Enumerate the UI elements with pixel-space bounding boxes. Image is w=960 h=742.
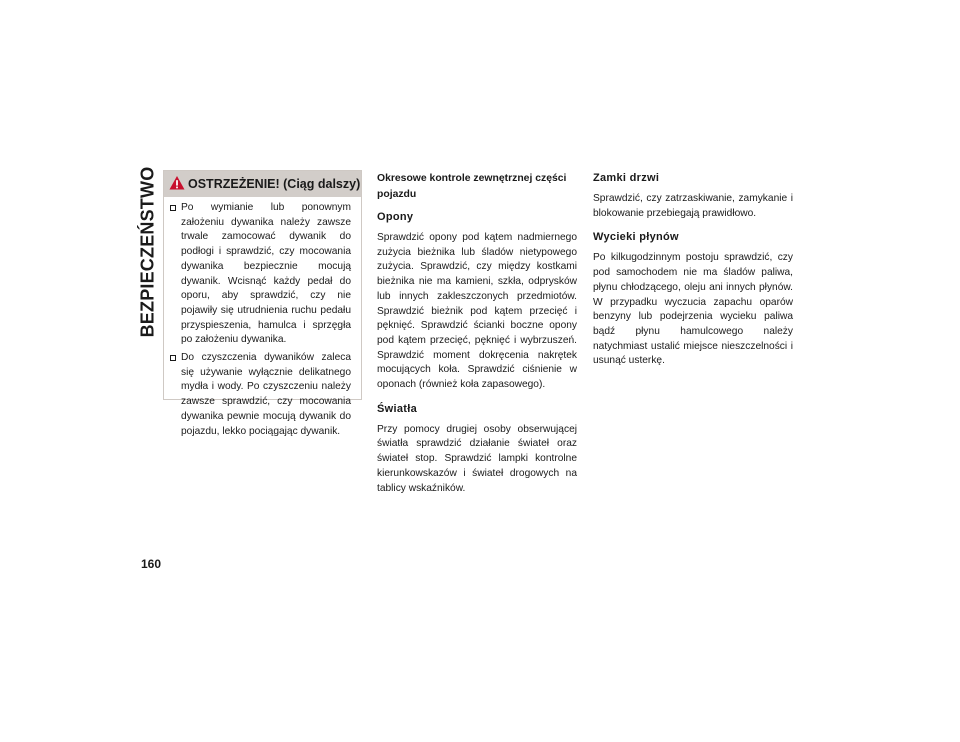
paragraph-opony: Sprawdzić opony pod kątem nadmiernego zużycia bieżnika lub śladów nietypowego zużycia. Sprawdzić, czy między kostkami bieżnika nie ma kamieni, szkła, odprysków lub innych zakleszczonych przedmiotów. Sprawdzić bieżnik pod kątem przecięć i pęknięć. Sprawdzić ścianki boczne opony pod kątem przecięć, pęknięć i wybrzuszeń. Sprawdzić moment dokręcenia nakrętek mocujących koła. Sprawdzić ciśnienie w oponach (również koła zapasowego). — [377, 232, 577, 391]
checkbox-bullet-icon — [170, 355, 176, 361]
subheading-zamki: Zamki drzwi — [593, 172, 660, 184]
page-number: 160 — [141, 557, 162, 571]
warning-header — [164, 171, 361, 197]
chapter-side-tab — [136, 166, 160, 338]
warning-item — [170, 201, 351, 348]
subheading-wycieki: Wycieki płynów — [593, 231, 679, 244]
warning-item — [170, 351, 351, 439]
right-column — [593, 171, 793, 379]
warning-title: OSTRZEŻENIE! (Ciąg dalszy) — [188, 177, 361, 191]
subheading-opony: Opony — [377, 211, 414, 223]
chapter-title: BEZPIECZEŃSTWO — [137, 166, 158, 338]
warning-triangle-icon — [169, 175, 185, 191]
paragraph-wycieki: Po kilkugodzinnym postoju sprawdzić, czy pod samochodem nie ma śladów paliwa, płynu chłodzącego, oleju ani innych płynów. W przypadku wyczucia zapachu oparów benzyny lub podejrzenia wycieku paliwa bądź płynu hamulcowego należy natychmiast ustalić miejsce nieszczelności i usunąć usterkę. — [593, 252, 793, 367]
middle-column — [377, 171, 577, 506]
paragraph-swiatla: Przy pomocy drugiej osoby obserwującej światła sprawdzić działanie świateł oraz świateł stop. Sprawdzić lampki kontrolne kierunkowskazów i świateł drogowych na tablicy wskaźników. — [377, 423, 577, 494]
warning-box — [163, 170, 362, 437]
checkbox-bullet-icon — [170, 205, 176, 211]
warning-item-text: Po wymianie lub ponownym założeniu dywanika należy zawsze trwale zamocować dywanik do podłogi i sprawdzić, czy mocowania dywanika bezpiecznie mocują dywanik. Wcisnąć każdy pedał do oporu, aby sprawdzić, czy nie pojawiły się utrudnienia ruchu pedału przyspieszenia, hamulca i sprzęgła po założeniu dywanika. — [181, 202, 351, 346]
subheading-swiatla: Światła — [377, 402, 418, 415]
warning-item-text: Do czyszczenia dywaników zaleca się używanie wyłącznie delikatnego mydła i wody. Po czyszczeniu należy zawsze sprawdzić, czy mocowania dywanika pewnie mocują dywanik do pojazdu, lekko pociągając dywanik. — [181, 352, 351, 437]
paragraph-zamki: Sprawdzić, czy zatrzaskiwanie, zamykanie i blokowanie przebiegają prawidłowo. — [593, 193, 793, 219]
warning-list — [164, 197, 361, 439]
section-title: Okresowe kontrole zewnętrznej części pojazdu — [377, 173, 567, 200]
